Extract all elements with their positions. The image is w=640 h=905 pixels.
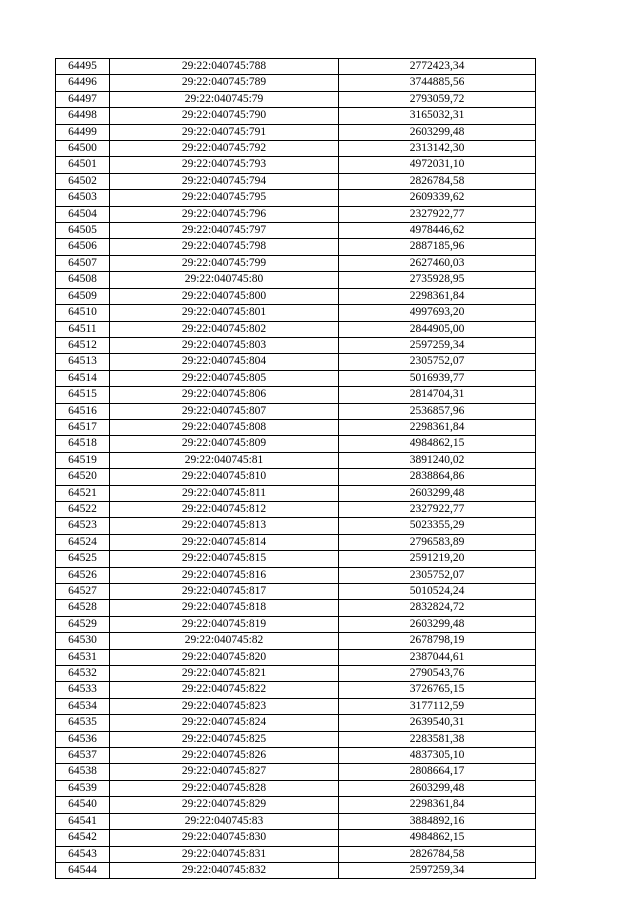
table-row (56, 600, 536, 616)
value-cell: 2305752,07 (339, 567, 536, 583)
row-number-cell: 64534 (56, 698, 110, 714)
table-row (56, 469, 536, 485)
cadastral-number-cell: 29:22:040745:822 (110, 682, 339, 698)
cadastral-number-cell: 29:22:040745:820 (110, 649, 339, 665)
table-row (56, 321, 536, 337)
table-row (56, 305, 536, 321)
row-number-cell: 64497 (56, 91, 110, 107)
value-cell: 2808664,17 (339, 764, 536, 780)
row-number-cell: 64517 (56, 419, 110, 435)
value-cell: 2327922,77 (339, 501, 536, 517)
row-number-cell: 64520 (56, 469, 110, 485)
value-cell: 3744885,56 (339, 75, 536, 91)
row-number-cell: 64525 (56, 551, 110, 567)
cadastral-number-cell: 29:22:040745:805 (110, 370, 339, 386)
value-cell: 2283581,38 (339, 731, 536, 747)
cadastral-number-cell: 29:22:040745:827 (110, 764, 339, 780)
cadastral-number-cell: 29:22:040745:815 (110, 551, 339, 567)
table-row (56, 354, 536, 370)
table-row (56, 534, 536, 550)
value-cell: 2790543,76 (339, 666, 536, 682)
value-cell: 2591219,20 (339, 551, 536, 567)
row-number-cell: 64515 (56, 387, 110, 403)
cadastral-number-cell: 29:22:040745:788 (110, 59, 339, 75)
cadastral-number-cell: 29:22:040745:806 (110, 387, 339, 403)
cadastral-number-cell: 29:22:040745:808 (110, 419, 339, 435)
row-number-cell: 64535 (56, 715, 110, 731)
table-row (56, 764, 536, 780)
table-row (56, 190, 536, 206)
cadastral-number-cell: 29:22:040745:832 (110, 862, 339, 878)
row-number-cell: 64536 (56, 731, 110, 747)
table-row (56, 780, 536, 796)
row-number-cell: 64514 (56, 370, 110, 386)
value-cell: 4997693,20 (339, 305, 536, 321)
table-row (56, 91, 536, 107)
row-number-cell: 64503 (56, 190, 110, 206)
row-number-cell: 64498 (56, 108, 110, 124)
cadastral-number-cell: 29:22:040745:817 (110, 584, 339, 600)
value-cell: 2603299,48 (339, 616, 536, 632)
cadastral-number-cell: 29:22:040745:811 (110, 485, 339, 501)
cadastral-number-cell: 29:22:040745:818 (110, 600, 339, 616)
value-cell: 2603299,48 (339, 124, 536, 140)
table-row (56, 141, 536, 157)
table-row (56, 698, 536, 714)
value-cell: 3884892,16 (339, 813, 536, 829)
cadastral-number-cell: 29:22:040745:819 (110, 616, 339, 632)
row-number-cell: 64530 (56, 633, 110, 649)
value-cell: 2735928,95 (339, 272, 536, 288)
row-number-cell: 64523 (56, 518, 110, 534)
row-number-cell: 64507 (56, 255, 110, 271)
value-cell: 2305752,07 (339, 354, 536, 370)
row-number-cell: 64500 (56, 141, 110, 157)
table-row (56, 370, 536, 386)
row-number-cell: 64533 (56, 682, 110, 698)
cadastral-number-cell: 29:22:040745:791 (110, 124, 339, 140)
row-number-cell: 64538 (56, 764, 110, 780)
table-row (56, 387, 536, 403)
table-row (56, 633, 536, 649)
cadastral-number-cell: 29:22:040745:823 (110, 698, 339, 714)
table-row (56, 419, 536, 435)
data-table (55, 58, 536, 879)
cadastral-number-cell: 29:22:040745:812 (110, 501, 339, 517)
value-cell: 2597259,34 (339, 337, 536, 353)
value-cell: 2313142,30 (339, 141, 536, 157)
table-row (56, 206, 536, 222)
table-row (56, 403, 536, 419)
value-cell: 2627460,03 (339, 255, 536, 271)
table-body (56, 59, 536, 879)
value-cell: 3177112,59 (339, 698, 536, 714)
cadastral-number-cell: 29:22:040745:82 (110, 633, 339, 649)
cadastral-number-cell: 29:22:040745:801 (110, 305, 339, 321)
value-cell: 2814704,31 (339, 387, 536, 403)
table-row (56, 288, 536, 304)
cadastral-number-cell: 29:22:040745:79 (110, 91, 339, 107)
value-cell: 4837305,10 (339, 748, 536, 764)
value-cell: 2832824,72 (339, 600, 536, 616)
table-row (56, 616, 536, 632)
cadastral-number-cell: 29:22:040745:803 (110, 337, 339, 353)
value-cell: 3726765,15 (339, 682, 536, 698)
row-number-cell: 64509 (56, 288, 110, 304)
table-row (56, 157, 536, 173)
value-cell: 4984862,15 (339, 436, 536, 452)
value-cell: 2298361,84 (339, 288, 536, 304)
table-row (56, 551, 536, 567)
cadastral-number-cell: 29:22:040745:804 (110, 354, 339, 370)
table-row (56, 501, 536, 517)
row-number-cell: 64499 (56, 124, 110, 140)
table-row (56, 584, 536, 600)
row-number-cell: 64537 (56, 748, 110, 764)
row-number-cell: 64505 (56, 223, 110, 239)
row-number-cell: 64521 (56, 485, 110, 501)
table-row (56, 748, 536, 764)
value-cell: 3165032,31 (339, 108, 536, 124)
row-number-cell: 64512 (56, 337, 110, 353)
value-cell: 4972031,10 (339, 157, 536, 173)
table-row (56, 452, 536, 468)
row-number-cell: 64542 (56, 830, 110, 846)
value-cell: 2793059,72 (339, 91, 536, 107)
value-cell: 2298361,84 (339, 797, 536, 813)
cadastral-number-cell: 29:22:040745:809 (110, 436, 339, 452)
cadastral-number-cell: 29:22:040745:821 (110, 666, 339, 682)
table-row (56, 518, 536, 534)
value-cell: 2327922,77 (339, 206, 536, 222)
value-cell: 2844905,00 (339, 321, 536, 337)
value-cell: 4978446,62 (339, 223, 536, 239)
cadastral-number-cell: 29:22:040745:814 (110, 534, 339, 550)
value-cell: 2639540,31 (339, 715, 536, 731)
table-row (56, 239, 536, 255)
row-number-cell: 64532 (56, 666, 110, 682)
row-number-cell: 64543 (56, 846, 110, 862)
row-number-cell: 64544 (56, 862, 110, 878)
table-row (56, 255, 536, 271)
row-number-cell: 64496 (56, 75, 110, 91)
cadastral-number-cell: 29:22:040745:802 (110, 321, 339, 337)
row-number-cell: 64510 (56, 305, 110, 321)
cadastral-number-cell: 29:22:040745:824 (110, 715, 339, 731)
table-row (56, 75, 536, 91)
row-number-cell: 64540 (56, 797, 110, 813)
value-cell: 2826784,58 (339, 846, 536, 862)
cadastral-number-cell: 29:22:040745:825 (110, 731, 339, 747)
table-row (56, 59, 536, 75)
cadastral-number-cell: 29:22:040745:829 (110, 797, 339, 813)
row-number-cell: 64529 (56, 616, 110, 632)
table-row (56, 337, 536, 353)
cadastral-number-cell: 29:22:040745:790 (110, 108, 339, 124)
table-row (56, 862, 536, 878)
row-number-cell: 64513 (56, 354, 110, 370)
row-number-cell: 64527 (56, 584, 110, 600)
value-cell: 5010524,24 (339, 584, 536, 600)
cadastral-number-cell: 29:22:040745:789 (110, 75, 339, 91)
value-cell: 2603299,48 (339, 780, 536, 796)
cadastral-number-cell: 29:22:040745:792 (110, 141, 339, 157)
cadastral-number-cell: 29:22:040745:81 (110, 452, 339, 468)
cadastral-number-cell: 29:22:040745:80 (110, 272, 339, 288)
row-number-cell: 64539 (56, 780, 110, 796)
cadastral-number-cell: 29:22:040745:810 (110, 469, 339, 485)
value-cell: 3891240,02 (339, 452, 536, 468)
cadastral-number-cell: 29:22:040745:793 (110, 157, 339, 173)
table-row (56, 813, 536, 829)
row-number-cell: 64502 (56, 173, 110, 189)
table-row (56, 436, 536, 452)
value-cell: 2826784,58 (339, 173, 536, 189)
row-number-cell: 64522 (56, 501, 110, 517)
value-cell: 2597259,34 (339, 862, 536, 878)
value-cell: 2603299,48 (339, 485, 536, 501)
row-number-cell: 64495 (56, 59, 110, 75)
row-number-cell: 64528 (56, 600, 110, 616)
row-number-cell: 64519 (56, 452, 110, 468)
value-cell: 4984862,15 (339, 830, 536, 846)
table-row (56, 485, 536, 501)
cadastral-number-cell: 29:22:040745:794 (110, 173, 339, 189)
row-number-cell: 64504 (56, 206, 110, 222)
table-row (56, 797, 536, 813)
table-row (56, 649, 536, 665)
cadastral-number-cell: 29:22:040745:816 (110, 567, 339, 583)
table-row (56, 666, 536, 682)
cadastral-number-cell: 29:22:040745:796 (110, 206, 339, 222)
row-number-cell: 64508 (56, 272, 110, 288)
cadastral-number-cell: 29:22:040745:795 (110, 190, 339, 206)
row-number-cell: 64511 (56, 321, 110, 337)
cadastral-number-cell: 29:22:040745:813 (110, 518, 339, 534)
table-row (56, 108, 536, 124)
table-row (56, 715, 536, 731)
row-number-cell: 64518 (56, 436, 110, 452)
value-cell: 5023355,29 (339, 518, 536, 534)
table-row (56, 567, 536, 583)
row-number-cell: 64526 (56, 567, 110, 583)
value-cell: 2887185,96 (339, 239, 536, 255)
cadastral-number-cell: 29:22:040745:797 (110, 223, 339, 239)
cadastral-number-cell: 29:22:040745:826 (110, 748, 339, 764)
table-row (56, 272, 536, 288)
value-cell: 2609339,62 (339, 190, 536, 206)
cadastral-number-cell: 29:22:040745:798 (110, 239, 339, 255)
row-number-cell: 64501 (56, 157, 110, 173)
row-number-cell: 64516 (56, 403, 110, 419)
table-row (56, 846, 536, 862)
cadastral-number-cell: 29:22:040745:83 (110, 813, 339, 829)
value-cell: 2772423,34 (339, 59, 536, 75)
value-cell: 2387044,61 (339, 649, 536, 665)
value-cell: 2796583,89 (339, 534, 536, 550)
value-cell: 2298361,84 (339, 419, 536, 435)
value-cell: 2536857,96 (339, 403, 536, 419)
cadastral-number-cell: 29:22:040745:830 (110, 830, 339, 846)
row-number-cell: 64531 (56, 649, 110, 665)
cadastral-number-cell: 29:22:040745:800 (110, 288, 339, 304)
cadastral-number-cell: 29:22:040745:799 (110, 255, 339, 271)
value-cell: 2678798,19 (339, 633, 536, 649)
cadastral-number-cell: 29:22:040745:807 (110, 403, 339, 419)
row-number-cell: 64524 (56, 534, 110, 550)
row-number-cell: 64506 (56, 239, 110, 255)
value-cell: 2838864,86 (339, 469, 536, 485)
table-row (56, 223, 536, 239)
row-number-cell: 64541 (56, 813, 110, 829)
value-cell: 5016939,77 (339, 370, 536, 386)
table-row (56, 830, 536, 846)
table-row (56, 731, 536, 747)
table-row (56, 173, 536, 189)
table-row (56, 124, 536, 140)
table-row (56, 682, 536, 698)
cadastral-number-cell: 29:22:040745:828 (110, 780, 339, 796)
cadastral-number-cell: 29:22:040745:831 (110, 846, 339, 862)
